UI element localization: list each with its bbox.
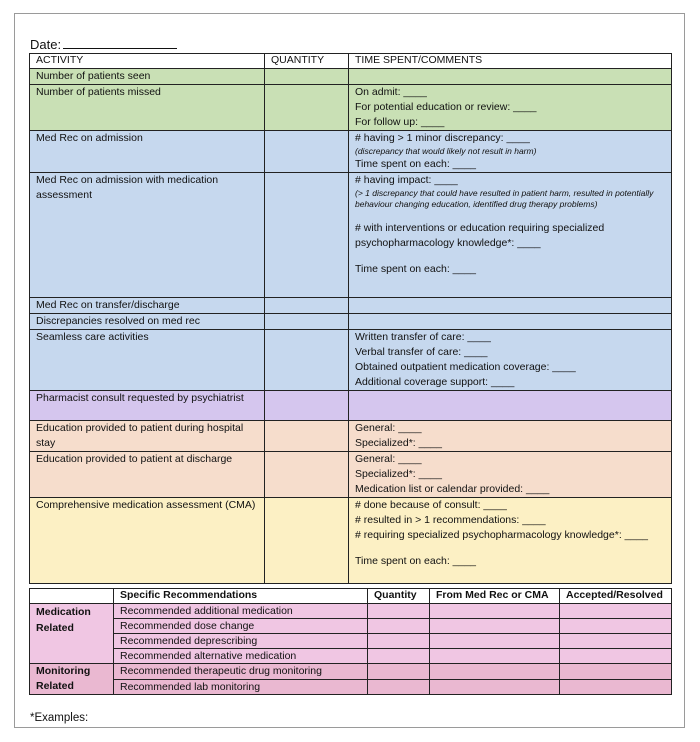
comments-cell[interactable] <box>349 69 672 85</box>
activity-cell: Med Rec on admission with medication assessment <box>30 173 265 298</box>
header-group <box>30 589 114 604</box>
quantity-cell[interactable] <box>265 421 349 452</box>
source-cell[interactable] <box>430 604 560 619</box>
source-cell[interactable] <box>430 634 560 649</box>
table-row <box>30 452 672 498</box>
comments-cell[interactable] <box>349 85 672 131</box>
recommendation-cell: Recommended dose change <box>114 619 368 634</box>
comments-cell[interactable] <box>349 452 672 498</box>
activity-cell: Number of patients seen <box>30 69 265 85</box>
activity-cell: Pharmacist consult requested by psychiatrist <box>30 391 265 421</box>
quantity-cell[interactable] <box>265 391 349 421</box>
date-underline[interactable] <box>63 36 177 49</box>
table-row <box>30 421 672 452</box>
table-row <box>30 634 672 649</box>
activity-cell: Number of patients missed <box>30 85 265 131</box>
header-recommendation: Specific Recommendations <box>114 589 368 604</box>
recommendations-header <box>30 589 672 604</box>
quantity-cell[interactable] <box>368 649 430 664</box>
comments-cell[interactable] <box>349 498 672 584</box>
table-row <box>30 498 672 584</box>
comment-line: Additional coverage support: ____ <box>355 376 515 388</box>
comments-cell[interactable] <box>349 131 672 173</box>
table-row <box>30 85 672 131</box>
comment-line: Time spent on each: ____ <box>355 555 477 567</box>
activity-cell: Education provided to patient at discharge <box>30 452 265 498</box>
accepted-cell[interactable] <box>560 664 672 680</box>
comment-line: For potential education or review: ____ <box>355 101 537 113</box>
activity-cell: Med Rec on admission <box>30 131 265 173</box>
activity-table-header <box>30 54 672 69</box>
comment-line: # having > 1 minor discrepancy: ____ <box>355 132 530 144</box>
comment-line: On admit: ____ <box>355 86 427 98</box>
quantity-cell[interactable] <box>265 314 349 330</box>
comment-line: Specialized*: ____ <box>355 468 442 480</box>
comment-line: Verbal transfer of care: ____ <box>355 346 488 358</box>
comment-line: # resulted in > 1 recommendations: ____ <box>355 514 546 526</box>
table-row <box>30 391 672 421</box>
date-field[interactable] <box>30 36 177 53</box>
comment-line: Time spent on each: ____ <box>355 158 477 170</box>
table-row <box>30 131 672 173</box>
recommendations-table <box>29 588 672 695</box>
recommendation-cell: Recommended additional medication <box>114 604 368 619</box>
quantity-cell[interactable] <box>368 604 430 619</box>
comment-line: Specialized*: ____ <box>355 437 442 449</box>
comment-line: Medication list or calendar provided: ____ <box>355 483 550 495</box>
comment-line: For follow up: ____ <box>355 116 445 128</box>
accepted-cell[interactable] <box>560 604 672 619</box>
quantity-cell[interactable] <box>265 298 349 314</box>
quantity-cell[interactable] <box>265 85 349 131</box>
comment-line: # requiring specialized psychopharmacology knowledge*: ____ <box>355 529 649 541</box>
comment-note: (> 1 discrepancy that could have resulted in patient harm, resulted in potentially behaviour changing education, identified drug therapy problems) <box>355 188 654 209</box>
accepted-cell[interactable] <box>560 619 672 634</box>
activity-cell: Comprehensive medication assessment (CMA) <box>30 498 265 584</box>
date-label: Date: <box>30 37 62 52</box>
quantity-cell[interactable] <box>368 619 430 634</box>
recommendation-cell: Recommended lab monitoring <box>114 679 368 695</box>
accepted-cell[interactable] <box>560 679 672 695</box>
source-cell[interactable] <box>430 649 560 664</box>
table-row <box>30 173 672 298</box>
quantity-cell[interactable] <box>265 452 349 498</box>
table-row <box>30 330 672 391</box>
accepted-cell[interactable] <box>560 649 672 664</box>
quantity-cell[interactable] <box>368 634 430 649</box>
header-quantity: QUANTITY <box>265 54 349 69</box>
quantity-cell[interactable] <box>265 173 349 298</box>
table-row <box>30 298 672 314</box>
examples-footnote: *Examples: <box>30 712 89 724</box>
recommendation-cell: Recommended deprescribing <box>114 634 368 649</box>
comments-cell[interactable] <box>349 173 672 298</box>
quantity-cell[interactable] <box>265 330 349 391</box>
comment-note: (discrepancy that would likely not result in harm) <box>355 146 537 156</box>
header-activity: ACTIVITY <box>30 54 265 69</box>
comments-cell[interactable] <box>349 330 672 391</box>
table-row <box>30 604 672 619</box>
table-row <box>30 679 672 695</box>
accepted-cell[interactable] <box>560 634 672 649</box>
recommendation-cell: Recommended alternative medication <box>114 649 368 664</box>
group-label: Monitoring Related <box>30 664 114 695</box>
table-row <box>30 314 672 330</box>
comments-cell[interactable] <box>349 391 672 421</box>
comment-line: Time spent on each: ____ <box>355 263 477 275</box>
header-source: From Med Rec or CMA <box>430 589 560 604</box>
header-quantity: Quantity <box>368 589 430 604</box>
comment-line: # done because of consult: ____ <box>355 499 507 511</box>
comment-line: Obtained outpatient medication coverage: ____ <box>355 361 576 373</box>
table-row <box>30 619 672 634</box>
table-row <box>30 664 672 680</box>
source-cell[interactable] <box>430 679 560 695</box>
comments-cell[interactable] <box>349 314 672 330</box>
quantity-cell[interactable] <box>368 679 430 695</box>
quantity-cell[interactable] <box>265 498 349 584</box>
table-row <box>30 69 672 85</box>
source-cell[interactable] <box>430 664 560 680</box>
activity-cell: Seamless care activities <box>30 330 265 391</box>
activity-cell: Med Rec on transfer/discharge <box>30 298 265 314</box>
quantity-cell[interactable] <box>368 664 430 680</box>
table-row <box>30 649 672 664</box>
comment-line: General: ____ <box>355 422 422 434</box>
recommendation-cell: Recommended therapeutic drug monitoring <box>114 664 368 680</box>
activity-cell: Education provided to patient during hospital stay <box>30 421 265 452</box>
group-label: Medication Related <box>30 604 114 664</box>
comments-cell[interactable] <box>349 421 672 452</box>
source-cell[interactable] <box>430 619 560 634</box>
header-accepted: Accepted/Resolved <box>560 589 672 604</box>
header-comments: TIME SPENT/COMMENTS <box>349 54 672 69</box>
comments-cell[interactable] <box>349 298 672 314</box>
activity-cell: Discrepancies resolved on med rec <box>30 314 265 330</box>
activity-table <box>29 53 672 584</box>
quantity-cell[interactable] <box>265 69 349 85</box>
comment-line: # having impact: ____ <box>355 174 458 186</box>
comment-line: Written transfer of care: ____ <box>355 331 491 343</box>
comment-line: # with interventions or education requiring specialized psychopharmacology knowledge*: ____ <box>355 222 605 249</box>
comment-line: General: ____ <box>355 453 422 465</box>
quantity-cell[interactable] <box>265 131 349 173</box>
